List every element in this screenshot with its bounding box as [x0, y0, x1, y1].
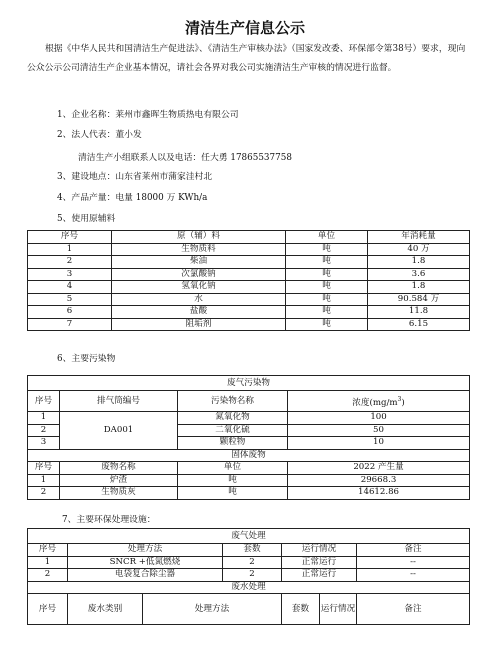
- table-cell: 正常运行: [282, 569, 357, 582]
- table-cell: 正常运行: [282, 556, 357, 569]
- table-cell: 100: [288, 412, 470, 425]
- table-cell: 吨: [178, 487, 288, 500]
- table-cell: 90.584 万: [368, 293, 470, 306]
- table-header: 序号: [28, 231, 112, 244]
- table-header: 单位: [178, 462, 288, 475]
- table-header: 排气筒编号: [60, 391, 178, 412]
- concentration-header: 浓度$(mg/m^3)$: [288, 391, 470, 412]
- table-header: 序号: [28, 544, 68, 557]
- table-row: [28, 318, 470, 331]
- table-header: 处理方法: [68, 544, 223, 557]
- gas-treatment-title: 废气处理: [28, 529, 470, 544]
- product-output: 4、产品产量：电量 18000 万 KWh/a: [57, 193, 208, 203]
- table-cell: 4: [28, 281, 112, 294]
- facilities-table: [27, 528, 470, 625]
- stack-id: DA001: [60, 412, 178, 450]
- table-cell: 电袋复合除尘器: [68, 569, 223, 582]
- table-row: [28, 256, 470, 269]
- intro-paragraph: 根据《中华人民共和国清洁生产促进法》、《清洁生产审核办法》（国家发改委、环保部令第38号）要求，现向公众公示公司清洁生产企业基本情况，请社会各界对我公司实施清洁生产审核的情况进行监督。: [27, 44, 466, 73]
- pollutants-heading: 6、主要污染物: [57, 354, 116, 364]
- table-header: 废物名称: [60, 462, 178, 475]
- table-cell: 吨: [286, 256, 368, 269]
- table-cell: 50: [288, 424, 470, 437]
- table-cell: 1: [28, 556, 68, 569]
- legal-representative: 2、法人代表：董小发: [57, 130, 142, 140]
- table-cell: 3.6: [368, 268, 470, 281]
- table-cell: 水: [112, 293, 286, 306]
- table-cell: 盐酸: [112, 306, 286, 319]
- table-header: 备注: [357, 594, 470, 625]
- table-cell: 炉渣: [60, 474, 178, 487]
- table-cell: 2: [28, 487, 60, 500]
- solid-waste-title: 固体废物: [28, 449, 470, 462]
- table-header: 2022 产生量: [288, 462, 470, 475]
- table-cell: 6: [28, 306, 112, 319]
- table-header: 序号: [28, 462, 60, 475]
- table-header: 序号: [28, 594, 68, 625]
- table-cell: 二氧化硫: [178, 424, 288, 437]
- table-cell: 2: [223, 569, 282, 582]
- table-cell: 3: [28, 437, 60, 450]
- table-cell: 1.8: [368, 256, 470, 269]
- table-cell: 次氯酸钠: [112, 268, 286, 281]
- table-cell: 2: [28, 424, 60, 437]
- table-cell: 1: [28, 474, 60, 487]
- table-cell: 6.15: [368, 318, 470, 331]
- table-row: [28, 243, 470, 256]
- table-cell: 5: [28, 293, 112, 306]
- contact-info: 清洁生产小组联系人以及电话：任大勇 17865537758: [78, 153, 292, 163]
- table-row: [28, 293, 470, 306]
- table-header: 序号: [28, 391, 60, 412]
- table-cell: 吨: [286, 243, 368, 256]
- table-cell: 氮氧化物: [178, 412, 288, 425]
- table-cell: 吨: [286, 293, 368, 306]
- table-cell: 氢氧化钠: [112, 281, 286, 294]
- materials-table: [27, 230, 470, 331]
- table-cell: 1: [28, 243, 112, 256]
- table-cell: 生物质料: [112, 243, 286, 256]
- table-cell: 吨: [286, 306, 368, 319]
- table-cell: 生物质灰: [60, 487, 178, 500]
- table-header: 备注: [357, 544, 470, 557]
- table-header: 套数: [282, 594, 320, 625]
- table-header: 单位: [286, 231, 368, 244]
- table-row: [28, 281, 470, 294]
- table-header: 废水类别: [68, 594, 143, 625]
- table-header: 处理方法: [143, 594, 282, 625]
- water-treatment-title: 废水处理: [28, 581, 470, 594]
- table-header: 原（辅）料: [112, 231, 286, 244]
- table-cell: --: [357, 569, 470, 582]
- table-header-row: [28, 231, 470, 244]
- table-header: 运行情况: [320, 594, 357, 625]
- table-cell: 2: [28, 256, 112, 269]
- table-row: [28, 306, 470, 319]
- table-cell: 2: [28, 569, 68, 582]
- address: 3、建设地点：山东省莱州市蒲家洼村北: [57, 172, 213, 182]
- table-cell: 7: [28, 318, 112, 331]
- table-cell: SNCR +低氮燃烧: [68, 556, 223, 569]
- table-cell: 颗粒物: [178, 437, 288, 450]
- table-cell: 1: [28, 412, 60, 425]
- table-cell: 吨: [286, 281, 368, 294]
- table-header: 运行情况: [282, 544, 357, 557]
- table-cell: 14612.86: [288, 487, 470, 500]
- table-cell: 柴油: [112, 256, 286, 269]
- pollutants-table: [27, 375, 470, 500]
- table-cell: --: [357, 556, 470, 569]
- facilities-heading: 7、主要环保处理设施：: [62, 515, 156, 525]
- company-name: 1、企业名称：莱州市鑫晖生物质热电有限公司: [57, 110, 239, 120]
- table-cell: 40 万: [368, 243, 470, 256]
- table-cell: 吨: [286, 268, 368, 281]
- table-cell: 3: [28, 268, 112, 281]
- table-cell: 29668.3: [288, 474, 470, 487]
- table-header: 年消耗量: [368, 231, 470, 244]
- table-header: 污染物名称: [178, 391, 288, 412]
- table-cell: 吨: [178, 474, 288, 487]
- table-row: [28, 268, 470, 281]
- table-header: 套数: [223, 544, 282, 557]
- gas-pollutants-title: 废气污染物: [28, 376, 470, 391]
- table-cell: 1.8: [368, 281, 470, 294]
- table-cell: 10: [288, 437, 470, 450]
- materials-heading: 5、使用原辅料: [57, 214, 116, 224]
- table-cell: 吨: [286, 318, 368, 331]
- table-cell: 阻垢剂: [112, 318, 286, 331]
- table-cell: 2: [223, 556, 282, 569]
- page-title: 清洁生产信息公示: [184, 19, 305, 37]
- table-cell: 11.8: [368, 306, 470, 319]
